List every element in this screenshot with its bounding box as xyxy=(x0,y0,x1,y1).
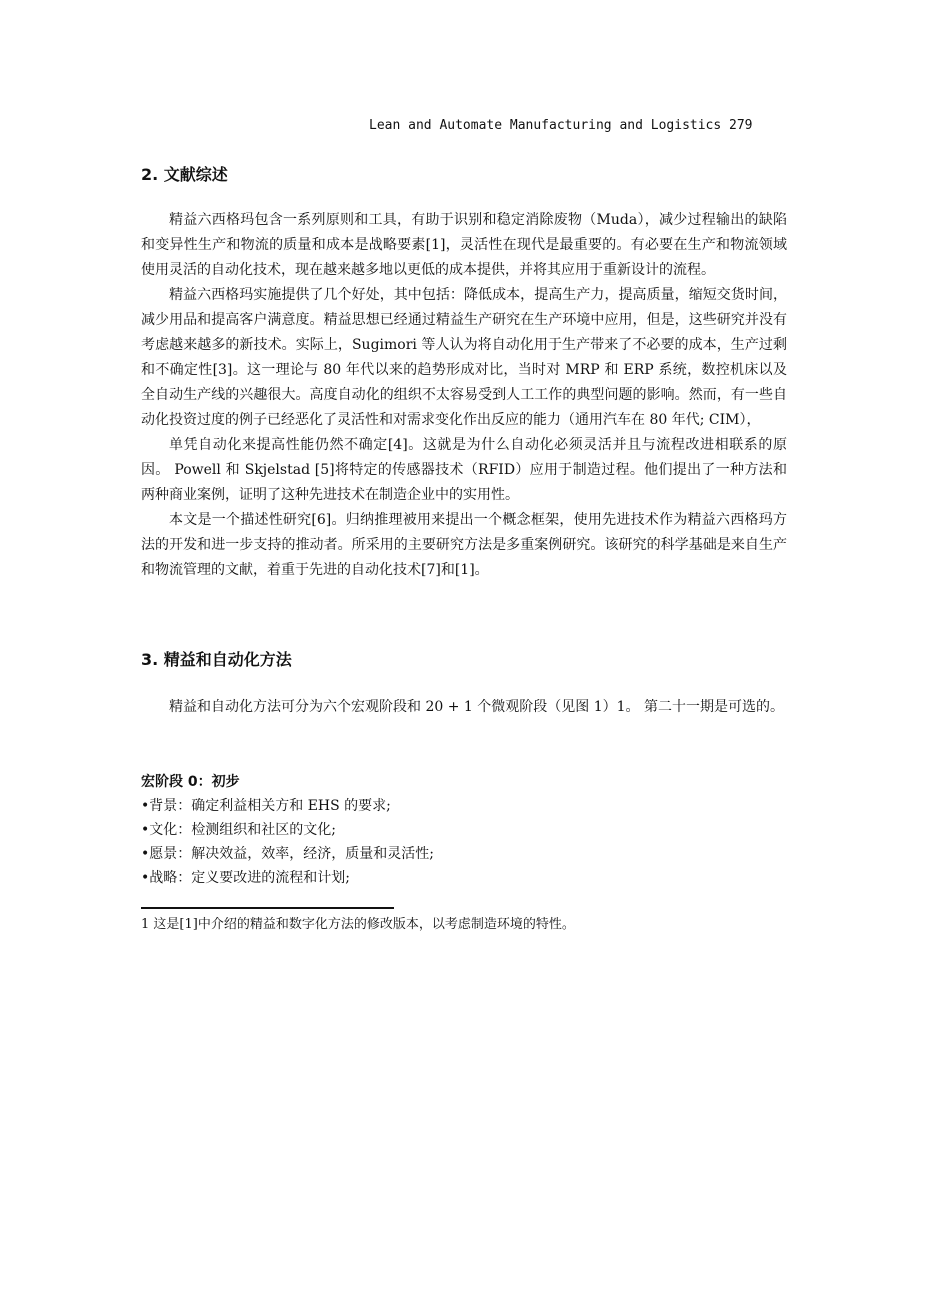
section-3-paragraph-1: 精益和自动化方法可分为六个宏观阶段和 20 + 1 个微观阶段（见图 1）1。 第二十一期是可选的。 xyxy=(169,699,784,715)
section-2-paragraph-3: 单凭自动化来提高性能仍然不确定[4]。这就是为什么自动化必须灵活并且与流程改进相联系的原因。 Powell 和 Skjelstad [5]将特定的传感器技术（RFID）应用于制造过程。他们提出了一种方法和两种商业案例，证明了这种先进技术在制造企业中的实用性。 xyxy=(141,437,787,503)
macro-phase-list xyxy=(141,794,787,890)
macro-phase-block xyxy=(141,770,787,890)
running-header: Lean and Automate Manufacturing and Logistics 279 xyxy=(369,118,753,133)
section-2-title: 2. 文献综述 xyxy=(141,165,228,184)
section-2-body xyxy=(141,208,787,583)
list-item: •文化：检测组织和社区的文化; xyxy=(141,822,336,838)
section-2-paragraph-4: 本文是一个描述性研究[6]。归纳推理被用来提出一个概念框架，使用先进技术作为精益六西格玛方法的开发和进一步支持的推动者。所采用的主要研究方法是多重案例研究。该研究的科学基础是来自生产和物流管理的文献，着重于先进的自动化技术[7]和[1]。 xyxy=(141,512,787,578)
section-3-body xyxy=(141,695,787,720)
list-item: •背景：确定利益相关方和 EHS 的要求; xyxy=(141,798,391,814)
footnote-divider xyxy=(141,907,394,909)
macro-phase-title: 宏阶段 0：初步 xyxy=(141,774,240,790)
section-2-paragraph-1: 精益六西格玛包含一系列原则和工具，有助于识别和稳定消除废物（Muda），减少过程输出的缺陷和变异性生产和物流的质量和成本是战略要素[1]，灵活性在现代是最重要的。有必要在生产和物流领域使用灵活的自动化技术，现在越来越多地以更低的成本提供，并将其应用于重新设计的流程。 xyxy=(141,212,787,278)
footnote: 1 这是[1]中介绍的精益和数字化方法的修改版本，以考虑制造环境的特性。 xyxy=(141,917,575,932)
section-3-title: 3. 精益和自动化方法 xyxy=(141,650,292,669)
list-item: •愿景：解决效益，效率，经济，质量和灵活性; xyxy=(141,846,434,862)
section-2-paragraph-2: 精益六西格玛实施提供了几个好处，其中包括：降低成本，提高生产力，提高质量，缩短交货时间，减少用品和提高客户满意度。精益思想已经通过精益生产研究在生产环境中应用，但是，这些研究并没有考虑越来越多的新技术。实际上，Sugimori 等人认为将自动化用于生产带来了不必要的成本，生产过剩和不确定性[3]。这一理论与 80 年代以来的趋势形成对比，当时对 MRP 和 ERP 系统，数控机床以及全自动生产线的兴趣很大。高度自动化的组织不太容易受到人工工作的典型问题的影响。然而，有一些自动化投资过度的例子已经恶化了灵活性和对需求变化作出反应的能力（通用汽车在 80 年代; CIM）， xyxy=(141,287,787,428)
list-item: •战略：定义要改进的流程和计划; xyxy=(141,870,350,886)
